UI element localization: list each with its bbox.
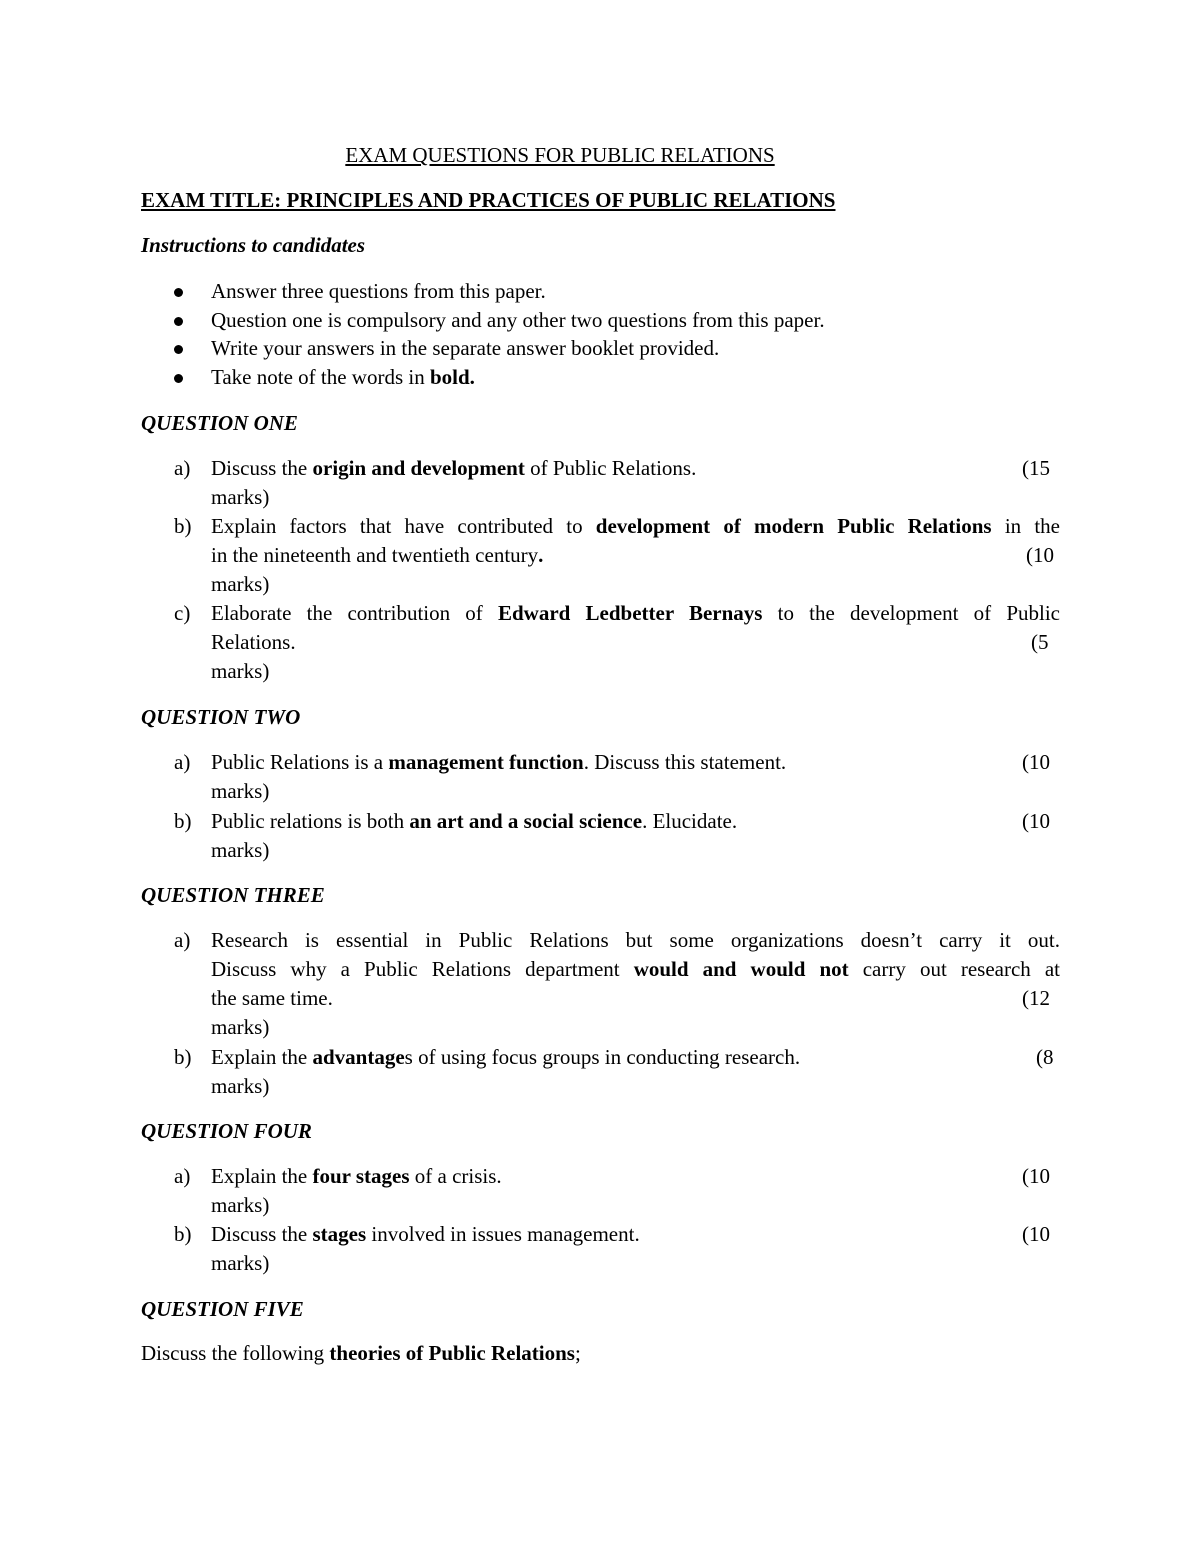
- q4a-pre: Explain the: [211, 1164, 313, 1188]
- q4b-bold: stages: [312, 1222, 367, 1246]
- q3a-marks-open: (12: [1022, 986, 1050, 1010]
- q1a-text: [211, 458, 696, 479]
- bullet-icon: [174, 374, 183, 383]
- q1a-bold: origin and development: [312, 456, 525, 480]
- q4b-post: involved in issues management.: [366, 1222, 640, 1246]
- q1b-marks-open: (10: [1026, 543, 1054, 567]
- q1a-label: a): [174, 456, 191, 480]
- q2a-marks-open: (10: [1022, 750, 1050, 774]
- q3a-line2: [211, 959, 1060, 980]
- instruction-item: [211, 367, 475, 388]
- q1a-post: of Public Relations.: [524, 456, 697, 480]
- q1a-marks-close: marks): [211, 485, 270, 509]
- q4b-label: b): [174, 1222, 192, 1246]
- q4b-text: [211, 1224, 640, 1245]
- instructions-heading: Instructions to candidates: [141, 233, 366, 257]
- q1c-text: [211, 603, 1060, 624]
- q1c-label: c): [174, 601, 191, 625]
- exam-title: EXAM TITLE: PRINCIPLES AND PRACTICES OF PUBLIC RELATIONS: [141, 188, 836, 212]
- q3b-marks-close: marks): [211, 1074, 270, 1098]
- q2a-text: [211, 752, 786, 773]
- q1b-pre: Explain factors that have contributed to: [211, 514, 596, 538]
- q1a-marks-open: (15: [1022, 456, 1050, 480]
- q3a-marks-close: marks): [211, 1015, 270, 1039]
- q3a-line2-pre: Discuss why a Public Relations department: [211, 957, 634, 981]
- q3a-line1: Research is essential in Public Relations but some organizations doesn’t carry it out.: [211, 928, 1060, 952]
- instruction-item: Answer three questions from this paper.: [211, 279, 546, 303]
- instruction-item: Write your answers in the separate answer booklet provided.: [211, 336, 720, 360]
- page-title: EXAM QUESTIONS FOR PUBLIC RELATIONS: [345, 143, 775, 167]
- q1b-marks-close: marks): [211, 572, 270, 596]
- q2a-marks-close: marks): [211, 779, 270, 803]
- q3a-label: a): [174, 928, 191, 952]
- q3b-text: [211, 1047, 800, 1068]
- q4a-label: a): [174, 1164, 191, 1188]
- q1c-post: to the development of Public: [762, 601, 1060, 625]
- q2b-marks-close: marks): [211, 838, 270, 862]
- q2a-post: . Discuss this statement.: [583, 750, 787, 774]
- q5-text: [141, 1343, 581, 1364]
- q1c-pre: Elaborate the contribution of: [211, 601, 498, 625]
- q4a-marks-open: (10: [1022, 1164, 1050, 1188]
- bullet-icon: [174, 345, 183, 354]
- q1c-marks-close: marks): [211, 659, 270, 683]
- q2b-post: . Elucidate.: [642, 809, 738, 833]
- q2a-pre: Public Relations is a: [211, 750, 389, 774]
- q2b-text: [211, 811, 737, 832]
- q4a-text: [211, 1166, 502, 1187]
- q5-pre: Discuss the following: [141, 1341, 330, 1365]
- q1c-marks-open: (5: [1031, 630, 1049, 654]
- q4b-marks-open: (10: [1022, 1222, 1050, 1246]
- q2a-label: a): [174, 750, 191, 774]
- q3b-marks-open: (8: [1036, 1045, 1054, 1069]
- q5-post: ;: [574, 1341, 581, 1365]
- question-two-heading: QUESTION TWO: [141, 705, 301, 729]
- bullet-icon: [174, 317, 183, 326]
- q4a-marks-close: marks): [211, 1193, 270, 1217]
- q4a-bold: four stages: [312, 1164, 410, 1188]
- q1c-line2: Relations.: [211, 630, 296, 654]
- question-five-heading: QUESTION FIVE: [141, 1297, 304, 1321]
- q3b-label: b): [174, 1045, 192, 1069]
- q1b-post: in the: [991, 514, 1061, 538]
- instruction-text: Take note of the words in: [211, 365, 430, 389]
- q4a-post: of a crisis.: [409, 1164, 502, 1188]
- q1b-bold: development of modern Public Relations: [595, 514, 992, 538]
- q3b-post: s of using focus groups in conducting research.: [404, 1045, 801, 1069]
- q2b-pre: Public relations is both: [211, 809, 410, 833]
- q2b-label: b): [174, 809, 192, 833]
- q1b-label: b): [174, 514, 192, 538]
- q3a-line2-bold: would and would not: [633, 957, 849, 981]
- q1b-line2: [211, 545, 543, 566]
- question-four-heading: QUESTION FOUR: [141, 1119, 312, 1143]
- instruction-item: Question one is compulsory and any other two questions from this paper.: [211, 308, 825, 332]
- q1b-text: [211, 516, 1060, 537]
- bullet-icon: [174, 288, 183, 297]
- q1b-line2-pre: in the nineteenth and twentieth century: [211, 543, 539, 567]
- q2b-marks-open: (10: [1022, 809, 1050, 833]
- question-three-heading: QUESTION THREE: [141, 883, 325, 907]
- q1a-pre: Discuss the: [211, 456, 313, 480]
- q2b-bold: an art and a social science: [409, 809, 643, 833]
- q3a-line3: the same time.: [211, 986, 333, 1010]
- q2a-bold: management function: [388, 750, 584, 774]
- q1c-bold: Edward Ledbetter Bernays: [497, 601, 763, 625]
- q1b-line2-bold: .: [538, 543, 544, 567]
- q3b-bold: advantage: [312, 1045, 405, 1069]
- instruction-bold-text: bold.: [429, 365, 475, 389]
- q4b-pre: Discuss the: [211, 1222, 313, 1246]
- q3a-line2-post: carry out research at: [848, 957, 1061, 981]
- q5-bold: theories of Public Relations: [329, 1341, 575, 1365]
- q4b-marks-close: marks): [211, 1251, 270, 1275]
- question-one-heading: QUESTION ONE: [141, 411, 298, 435]
- q3b-pre: Explain the: [211, 1045, 313, 1069]
